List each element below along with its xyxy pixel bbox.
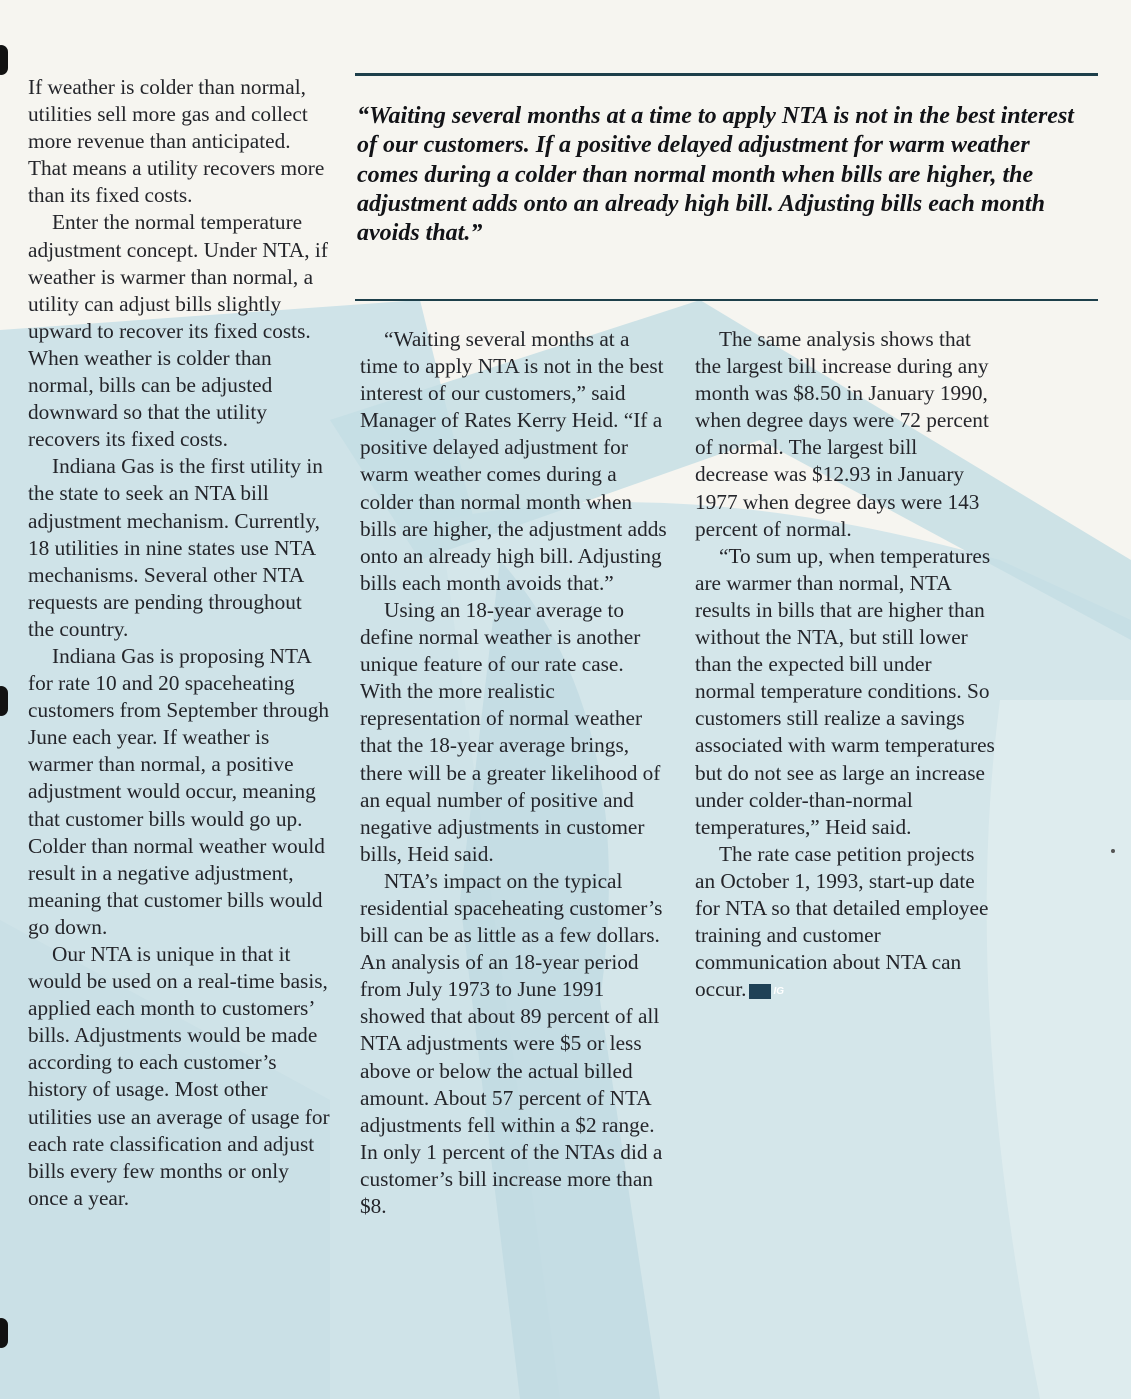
paragraph: Enter the normal temperature adjustment concept. Under NTA, if weather is warmer than normal, a utility can adjust bills slightly upward to recover its fixed costs. When weather is colder than normal, bills can be adjusted downward so that the utility recovers its fixed costs. xyxy=(28,210,328,452)
article-column-2 xyxy=(360,326,670,1220)
binder-hole-middle xyxy=(0,686,8,716)
paragraph: Using an 18-year average to define normal weather is another unique feature of our rate case. With the more realistic representation of normal weather that the 18-year average brings, there will be a greater likelihood of an equal number of positive and negative adjustments in customer bills, Heid said. xyxy=(360,597,661,866)
pullquote-top-rule xyxy=(355,73,1098,76)
paragraph: “Waiting several months at a time to apply NTA is not in the best interest of our customers,” said Manager of Rates Kerry Heid. “If a positive delayed adjustment for warm weather comes during a colder than normal month when bills are higher, the adjustment adds onto an already high bill. Adjusting bills each month avoids that.” xyxy=(360,327,667,595)
paragraph: “To sum up, when temperatures are warmer than normal, NTA results in bills that are higher than without the NTA, but still lower than the expected bill under normal temperature conditions. So customers still realize a savings associated with warm temperatures but do not see as large an increase under colder-than-normal temperatures,” Heid said. xyxy=(695,543,995,839)
binder-hole-top xyxy=(0,45,8,75)
paragraph: NTA’s impact on the typical residential spaceheating customer’s bill can be as little as a few dollars. An analysis of an 18-year period from July 1973 to June 1991 showed that about 89 percent of all NTA adjustments were $5 or less above or below the actual billed amount. About 57 percent of NTA adjustments fell within a $2 range. In only 1 percent of the NTAs did a customer’s bill increase more than $8. xyxy=(360,868,663,1218)
paragraph: Indiana Gas is the first utility in the state to seek an NTA bill adjustment mechanism. Currently, 18 utilities in nine states use NTA mechanisms. Several other NTA requests are pending throughout the country. xyxy=(28,454,323,641)
pull-quote: “Waiting several months at a time to apply NTA is not in the best interest of our customers. If a positive delayed adjustment for warm weather comes during a colder than normal month when bills are higher, the adjustment adds onto an already high bill. Adjusting bills each month avoids that.” xyxy=(357,103,1074,247)
article-column-1 xyxy=(28,74,333,1212)
paragraph-text: The rate case petition projects an October 1, 1993, start-up date for NTA so that detailed employee training and customer communication about NTA can occur. xyxy=(695,841,989,1002)
pullquote-bottom-rule xyxy=(355,299,1098,301)
end-mark-icon: IG xyxy=(749,984,771,999)
article-column-3 xyxy=(695,326,995,1003)
paragraph: If weather is colder than normal, utilities sell more gas and collect more revenue than anticipated. That means a utility recovers more than its fixed costs. xyxy=(28,75,325,208)
paragraph xyxy=(695,841,995,1004)
paragraph: Indiana Gas is proposing NTA for rate 10 and 20 spaceheating customers from September through June each year. If weather is warmer than normal, a positive adjustment would occur, meaning that customer bills would go up. Colder than normal weather would result in a negative adjustment, meaning that customer bills would go down. xyxy=(28,643,330,939)
print-speck xyxy=(1111,849,1115,853)
paragraph: Our NTA is unique in that it would be used on a real-time basis, applied each month to customers’ bills. Adjustments would be made according to each customer’s history of usage. Most other utilities use an average of usage for each rate classification and adjust bills every few months or only once a year. xyxy=(28,942,330,1210)
paragraph: The same analysis shows that the largest bill increase during any month was $8.50 in January 1990, when degree days were 72 percent of normal. The largest bill decrease was $12.93 in January 1977 when degree days were 143 percent of normal. xyxy=(695,327,989,541)
binder-hole-bottom xyxy=(0,1318,8,1348)
